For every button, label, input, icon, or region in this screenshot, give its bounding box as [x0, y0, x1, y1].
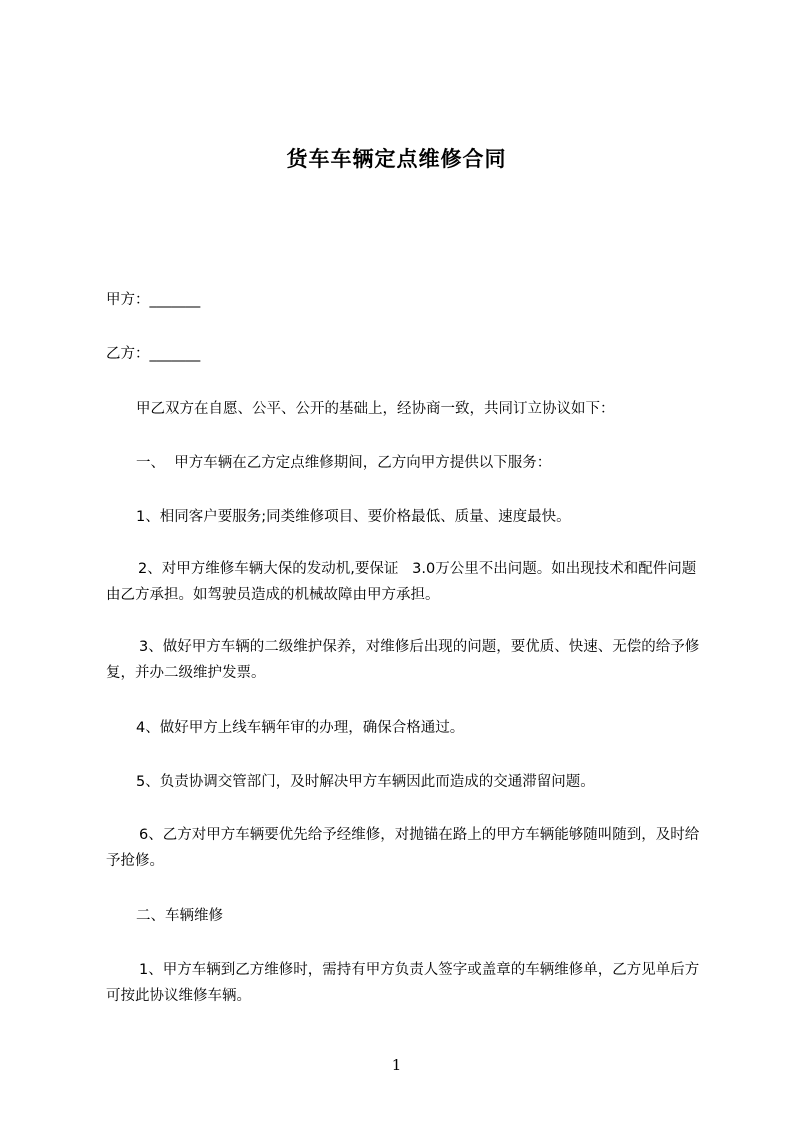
section-2-heading: 二、车辆维修 — [136, 908, 223, 924]
section-1-heading: 一、 甲方车辆在乙方定点维修期间，乙方向甲方提供以下服务： — [136, 455, 552, 471]
intro-paragraph: 甲乙双方在自愿、公平、公开的基础上，经协商一致，共同订立协议如下： — [136, 401, 615, 417]
section-1-item: 2、对甲方维修车辆大保的发动机,要保证 3.0万公里不出问题。如出现技术和配件问题由乙方承担。如驾驶员造成的机械故障由甲方承担。 — [106, 561, 697, 603]
party-a-line: 甲方：_______ — [106, 292, 201, 308]
section-1-item: 5、负责协调交管部门，及时解决甲方车辆因此而造成的交通滞留问题。 — [136, 774, 595, 790]
document-title: 货车车辆定点维修合同 — [286, 147, 507, 171]
section-1-item: 3、做好甲方车辆的二级维护保养，对维修后出现的问题，要优质、快速、无偿的给予修复，并办二级维护发票。 — [106, 639, 700, 681]
page-number: 1 — [391, 1056, 402, 1074]
section-2-item: 1、甲方车辆到乙方维修时，需持有甲方负责人签字或盖章的车辆维修单，乙方见单后方可按此协议维修车辆。 — [106, 962, 700, 1004]
party-b-line: 乙方：_______ — [106, 346, 201, 362]
section-1-item: 6、乙方对甲方车辆要优先给予经维修，对抛锚在路上的甲方车辆能够随叫随到，及时给予抢修。 — [106, 827, 700, 869]
section-1-item: 1、相同客户要服务;同类维修项目、要价格最低、质量、速度最快。 — [136, 509, 571, 525]
section-1-item: 4、做好甲方上线车辆年审的办理，确保合格通过。 — [136, 720, 465, 736]
